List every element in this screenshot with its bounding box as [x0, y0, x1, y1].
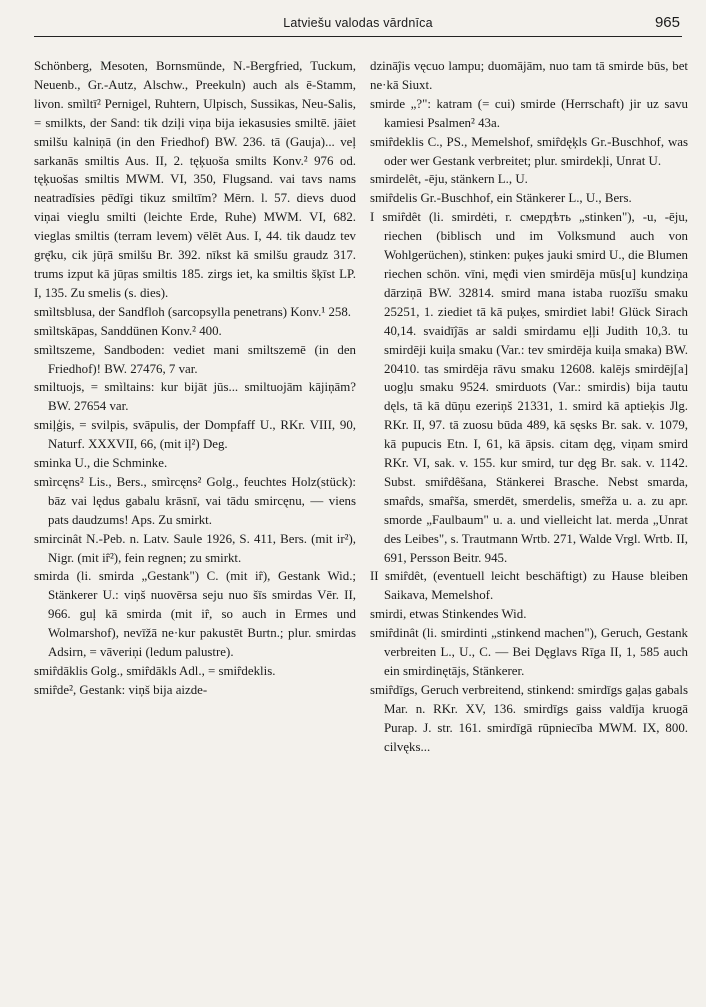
entry-smirdelis: smiȓdelis Gr.-Buschhof, ein Stänkerer L., U., Bers.: [370, 191, 632, 206]
entry-smiltsblusa: smìltsblusa, der Sandfloh (sarcopsylla penetrans) Konv.¹ 258.: [34, 304, 351, 319]
entry-smilgis: smiļģis, = svilpis, svāpulis, der Dompfaff U., RKr. VIII, 90, Naturf. XXXVII, 66, (mit iļ²) Deg.: [34, 418, 356, 452]
entry-smircens: smìrcęns² Lis., Bers., smìrcęns² Golg., feuchtes Holz(stück): bāz vai lędus gabalu krāsnī, vai tādu smircęnu, — viens pats daudzums! Aps. Zu smirkt.: [34, 474, 356, 527]
entry-smiltuojs: smiltuojs, = smìltains: kur bijāt jūs... smiltuojām kājiņām? BW. 27654 var.: [34, 380, 356, 414]
running-title: Latviešu valodas vārdnīca: [283, 16, 433, 30]
entry-smirdinat: smiȓdinât (li. smirdinti „stinkend machen"), Geruch, Gestank verbreiten L., U., C. — Bei Dęglavs Rīga II, 1, 585 auch ein smirdinętājs, Stänkerer.: [370, 626, 688, 678]
entry-smircinat: smircinât N.-Peb. n. Latv. Saule 1926, S. 411, Bers. (mit ir²), Nigr. (mit iȓ²), fein regnen; zu smirkt.: [34, 531, 356, 565]
page-number: 965: [654, 14, 680, 31]
entry-smirdet-1: I smiȓdêt (li. smirdėti, r. смердѣть „stinken"), -u, -ēju, riechen (biblisch und im Volksmund auch von Wohlgerüchen), stinken: puķes jauki smird U., die Blumen riechen schön. vīni, męđi vien smirdēja mūs[u] kundziņa dārziņā BW. 32814. smird mana istaba ruozīšu smaku 25251, 1. ziediet tā kā puķes, smirdiet labi! Glück Sirach 40,14. svaidīĵās ar saldi smirdamu eļļi Judith 10,3. tu smirdēji kuiļa smaku (Var.: tev smirdēja kuiļa smaka) BW. 20410. tas smirdēja rāvu smaku 12608. kalējs smirdēj[a] uogļu smaku 9524. smirduots (Var.: smirdis) bija tautu dęls, tā kā dūņu ezeriņš 21331, 1. smird kā aptieķis Jlg. RKr. II, 97. tā zuosu būda 489, kā sęsks Br. sak. v. 1079, kā pupucis Etn. I, 61, kā āpsis. citam dęg, viņam smird RKr. VI, sak. v. 155. kur smird, tur dęg Br. sak. v. 1142. Subst. smiȓdêšana, Stänkerei Brasche. Nebst smarda, smaȓds, smaȓša, smerdēt, smerdelis, smeȓža u. a. zu apr. smorde „Faulbaum" u. a. und vielleicht lat. merda „Unrat des Leibes", s. Trautmann Wrtb. 271, Walde Vrgl. Wrtb. II, 691, Persson Beitr. 945.: [370, 210, 688, 565]
entry-smirdelet: smirdelêt, -ēju, stänkern L., U.: [370, 172, 528, 187]
entry-smirde-herrschaft: smirde „?": katram (= cui) smirde (Herrschaft) jir uz savu kamiesi Psalmen² 43a.: [370, 96, 688, 130]
entry-smirdet-2: II smiȓdêt, (eventuell leicht beschäftigt) zu Hause bleiben Saikava, Memelshof.: [370, 569, 688, 603]
entry-smiltskapas: smìltskāpas, Sanddünen Konv.² 400.: [34, 323, 222, 338]
entry-smilts-continued: Schönberg, Mesoten, Bornsmünde, N.-Bergfried, Tuckum, Neuenb., Gr.-Autz, Alschw., Preekuln) auch als ē-Stamm, livon. smìltī² Pernigel, Ruhtern, Ulpisch, Sussikas, Neu-Salis, = smilkts, der Sand: tik dziļi viņa bija iekasusies smiltē. jāiet smilšu kalniņā (in den Friedhof) BW. 236. tā (Gauja)... veļ sarkanās smiltis Aus. II, 2. tęķuoša smilts Konv.² 976 od. tęķuošas smiltis MWM. VI, 350, Flugsand. vai tavs nams neatradīsies pēdīgi tikuz smiltīm? Mērn. l. 57. dievs duod viņai vieglu smilti (leichte Erde, Ruhe) MWM. VI, 682. vieglas smiltis (terram levem) vēlēt Aus. I, 44. tik daudz tev grę̄ku, cik jūŗā smilšu Br. 392. nīkst kā smilšu graudz 317. trums izput kā jūŗas smiltis 185. zirgs iet, ka smiltis šķīst LP. I, 135. Zu smelis (s. dies).: [34, 59, 356, 300]
entry-smirdeklis: smiȓdeklis C., PS., Memelshof, smiȓdęķls Gr.-Buschhof, was oder wer Gestank verbreitet; plur. smirdekļi, Unrat U.: [370, 134, 688, 168]
entry-smirda: smirda (li. smirda „Gestank") C. (mit iȓ), Gestank Wid.; Stänkerer U.: viņš nuovērsa seju nuo šīs smirdas Vēr. II, 966. guļ kā smirda (mit iȓ, so auch in Ermes und Wolmarshof), nevīžā ne·kur pakustēt Burtn.; plur. smirdas Adsirn, = vāveriņi (ledum palustre).: [34, 569, 356, 660]
page-header: [34, 10, 682, 37]
entry-smirde-2: smiȓde², Gestank: viņš bija aizde-: [34, 682, 208, 697]
entry-sminka: sminka U., die Schminke.: [34, 456, 168, 471]
entry-smirde-continued: dzināĵis vęcuo lampu; duomājām, nuo tam tā smirde būs, bet ne·kā Siuxt.: [370, 59, 688, 92]
entry-smirdigs: smiȓdīgs, Geruch verbreitend, stinkend: smirdīgs gaļas gabals Mar. n. RKr. XV, 136. smirdīgs gaiss valdīja kruogā Purap. J. str. 161. smirdīgā rūpniecība MWM. IX, 800. cilvęks...: [370, 682, 688, 754]
left-column: [34, 57, 356, 700]
entry-smirdaklis: smiȓdāklis Golg., smiȓdākls Adl., = smiȓdeklis.: [34, 664, 276, 678]
entry-smiltszeme: smìltszeme, Sandboden: vediet mani smiltszemē (in den Friedhof)! BW. 27476, 7 var.: [34, 342, 356, 376]
entry-smirdi: smirdi, etwas Stinkendes Wid.: [370, 607, 527, 622]
right-column: [370, 57, 688, 757]
